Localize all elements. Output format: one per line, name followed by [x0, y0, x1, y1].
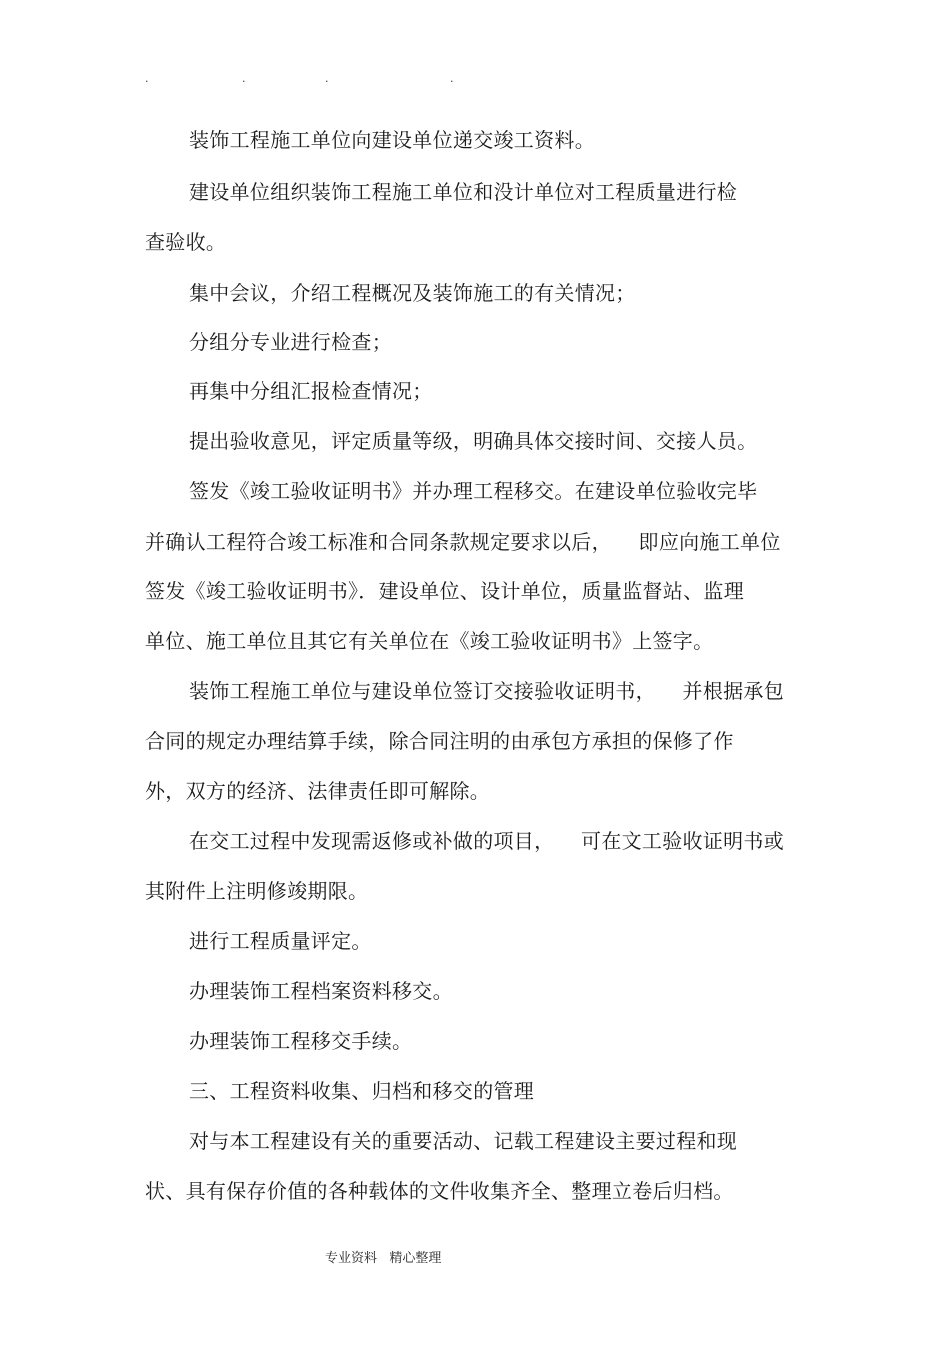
paragraph-line: 装饰工程施工单位与建设单位签订交接验收证明书， 并根据承包: [189, 679, 785, 703]
paragraph-line: 状、具有保存价值的各种载体的文件收集齐全、整理立卷后归档。: [145, 1179, 734, 1203]
paragraph-line: 建设单位组织装饰工程施工单位和没计单位对工程质量进行检: [189, 180, 738, 204]
header-dot: .: [450, 72, 454, 85]
paragraph-line: 查验收。: [145, 230, 227, 254]
paragraph-line: 签发《竣工验收证明书》．建设单位、设计单位，质量监督站、监理: [145, 579, 744, 603]
paragraph-line: 集中会议，介绍工程概况及装饰施工的有关情况；: [189, 281, 636, 305]
page-footer: 专业资料 精心整理: [325, 1251, 442, 1266]
section-heading: 三、工程资料收集、归档和移交的管理: [189, 1079, 535, 1103]
header-dot: .: [145, 72, 149, 85]
paragraph-line: 办理装饰工程档案资料移交。: [189, 979, 453, 1003]
paragraph-line: 单位、施工单位且其它有关单位在《竣工验收证明书》上签字。: [145, 629, 714, 653]
paragraph-line: 分组分专业进行检查；: [189, 330, 392, 354]
paragraph-line: 进行工程质量评定。: [189, 929, 372, 953]
paragraph-line: 再集中分组汇报检查情况；: [189, 379, 433, 403]
header-dots: [0, 72, 950, 86]
paragraph-line: 在交工过程中发现需返修或补做的项目， 可在文工验收证明书或: [189, 829, 785, 853]
paragraph-line: 提出验收意见，评定质量等级，明确具体交接时间、交接人员。: [189, 429, 758, 453]
paragraph-line: 并确认工程符合竣工标准和合同条款规定要求以后， 即应向施工单位: [145, 530, 781, 554]
header-dot: .: [325, 72, 329, 85]
paragraph-line: 外，双方的经济、法律责任即可解除。: [145, 779, 491, 803]
paragraph-line: 签发《竣工验收证明书》并办理工程移交。在建设单位验收完毕: [189, 479, 758, 503]
paragraph-line: 装饰工程施工单位向建设单位递交竣工资料。: [189, 128, 595, 152]
header-dot: .: [242, 72, 246, 85]
paragraph-line: 其附件上注明修竣期限。: [145, 879, 369, 903]
paragraph-line: 合同的规定办理结算手续，除合同注明的由承包方承担的保修了作: [145, 729, 734, 753]
paragraph-line: 对与本工程建设有关的重要活动、记载工程建设主要过程和现: [189, 1129, 738, 1153]
paragraph-line: 办理装饰工程移交手续。: [189, 1029, 413, 1053]
